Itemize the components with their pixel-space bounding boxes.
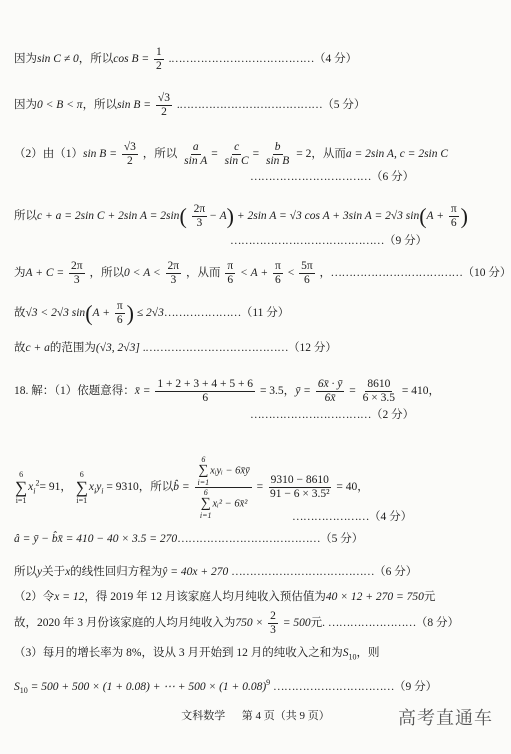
solution-line: â = ȳ − b̂x̄ = 410 − 40 × 3.5 = 270…………………………………（5 分）: [14, 533, 364, 545]
fraction: $\frac{1}{2}$: [156, 46, 162, 72]
fraction: $\frac{1 + 2 + 3 + 4 + 5 + 6}{6}$: [157, 378, 254, 404]
solution-line: 故，2020 年 3 月份该家庭的人均月纯收入为750 × $\frac{2}{3}$ = 500元. ……………………（8 分）: [14, 610, 460, 636]
solution-line: 18. 解：（1）依题意得：x̄ = $\frac{1 + 2 + 3 + 4 + 5 + 6}{6}$ = 3.5，ȳ = $\frac{6x̄ \cdot ȳ}{6x̄}$ = $\frac{8610}{6 \times 3.5}$ = 410，: [14, 378, 441, 404]
solution-line: 为A + C = $\frac{2\pi}{3}$ ，所以0 < A < $\frac{2\pi}{3}$ ，从而 $\frac{\pi}{6}$ < A + $\frac{\pi}{6}$ < $\frac{5\pi}{6}$ ，………………………………（10 分）: [14, 260, 511, 286]
watermark-logo: 高考直通车: [398, 708, 493, 729]
solution-line: （2）由（1）sin B = $\frac{√3}{2}$ ，所以 $\frac{a}{\text{sin A}}$ = $\frac{c}{\text{sin C}}$ = $\frac{b}{\text{sin B}}$ = 2，从而a = 2sin A, c = 2sin C: [14, 141, 449, 167]
solution-line: 因为0 < B < π，所以sin B = $\frac{√3}{2}$ .…………………………………（5 分）: [14, 92, 366, 118]
fraction: $\frac{2\pi}{3}$: [71, 260, 83, 286]
solution-line: 故c + a的范围为(√3, 2√3] .…………………………………（12 分）: [14, 342, 337, 354]
fraction: $\frac{√3}{2}$: [123, 141, 136, 167]
fraction: $\frac{9310 - 8610}{\text{91 − 6 × 3.5²}}$: [269, 474, 330, 500]
fraction: 6 ∑ i=1 xᵢyᵢ − 6x̄ȳ 6 ∑ i=1 xᵢ² − 6x̄²: [195, 455, 252, 520]
fraction: $\frac{\pi}{6}$: [116, 300, 123, 326]
fraction: $\frac{√3}{2}$: [157, 92, 170, 118]
fraction: $\frac{\pi}{6}$: [275, 260, 281, 286]
fraction: $\frac{b}{\text{sin B}}$: [266, 141, 290, 167]
fraction: $\frac{2\pi}{3}$: [167, 260, 180, 286]
fraction: $\frac{8610}{6 \times 3.5}$: [362, 378, 396, 404]
score-line: ……………………………………（9 分）: [230, 235, 428, 247]
fraction: $\frac{c}{\text{sin C}}$: [224, 141, 249, 167]
score-line: ……………………………（6 分）: [250, 171, 415, 183]
solution-line: 所以y关于x的线性回归方程为ŷ = 40x + 270 …………………………………（6 分）: [14, 566, 418, 578]
solution-line: 故√3 < 2√3 sin(A + $\frac{\pi}{6}$ ) ≤ 2√3…………………（11 分）: [14, 300, 290, 326]
fraction: $\frac{6x̄ \cdot ȳ}{6x̄}$: [317, 378, 343, 404]
fraction: $\frac{\pi}{6}$: [227, 260, 234, 286]
score-line: …………………（4 分）: [292, 511, 413, 523]
page-number: 第 4 页（共 9 页）: [241, 710, 330, 722]
solution-line: 所以c + a = 2sin C + 2sin A = 2sin( $\frac{2\pi}{3}$ − A) + 2sin A = √3 cos A + 3sin A = 2√3 sin(A + $\frac{\pi}{6}$ ): [14, 203, 468, 229]
fraction: $\frac{2}{3}$: [270, 610, 276, 636]
fraction: $\frac{2\pi}{3}$: [193, 203, 206, 229]
solution-line: $S_{10} = 500 + 500 \times (1 + 0.08)$ + ⋯ + $500 \times (1 + 0.08)^9$ ……………………………（9 分）: [14, 678, 438, 696]
solution-line: （3）每月的增长率为 8%，设从 3 月开始到 12 月的纯收入之和为$S_{10}$，则: [14, 647, 380, 662]
score-line: ……………………………（2 分）: [250, 409, 415, 421]
subject-label: 文科数学: [181, 710, 226, 722]
fraction: $\frac{a}{\text{sin A}}$: [184, 141, 208, 167]
sigma-sum: 6 ∑ i=1: [75, 470, 88, 505]
solution-line: 6 ∑ i=1 $x_i^2= 91$， 6 ∑ i=1 $x_iy_i = 9310$，所以b̂ = 6 ∑ i=1 xᵢyᵢ − 6x̄ȳ 6 ∑ i=1 xᵢ² − 6x̄² = $\frac{9310 - 8610}{\text{91 − 6 × 3.5²}}$ = 40，: [15, 455, 369, 520]
fraction: $\frac{5\pi}{6}$: [301, 260, 313, 286]
fraction: $\frac{\pi}{6}$: [450, 203, 457, 229]
solution-line: （2）令x = 12，得 2019 年 12 月该家庭人均月纯收入预估值为40 × 12 + 270 = 750元: [14, 591, 436, 603]
sigma-sum: 6 ∑ i=1: [15, 470, 28, 505]
solution-line: 因为sin C ≠ 0，所以cos B = $\frac{1}{2}$ .…………………………………（4 分）: [14, 46, 358, 72]
